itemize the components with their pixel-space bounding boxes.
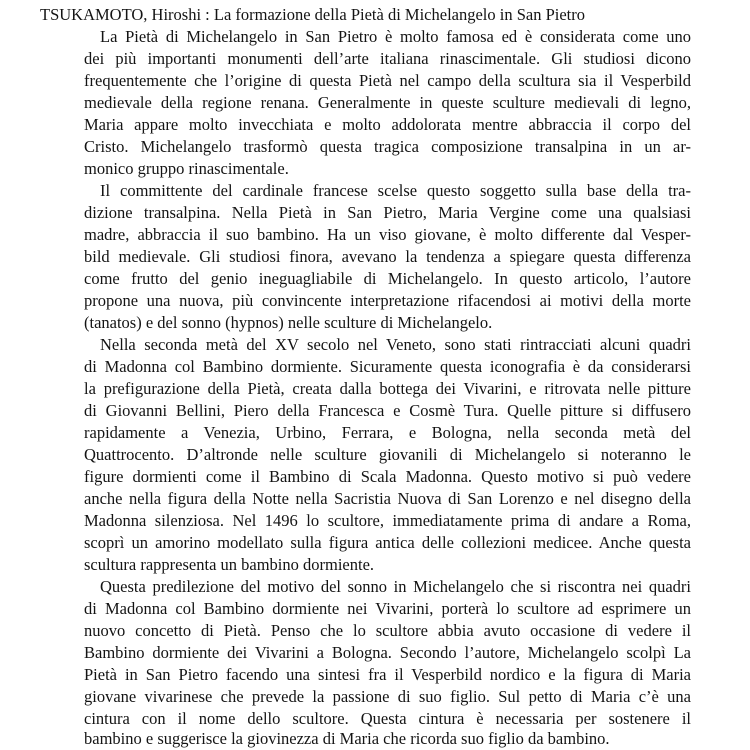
- paragraph-4-line: Bambino dormiente dei Vivarini a Bologna. Secondo l’autore, Michelangelo scolpì La: [84, 643, 691, 662]
- paragraph-4-line: di Madonna col Bambino dormiente nei Vivarini, porterà lo scultore ad esprimere un: [84, 599, 691, 618]
- paragraph-1-line: frequentemente che l’origine di questa Pietà nel campo della scultura sia il Vesperbild: [84, 71, 691, 90]
- paragraph-3-line: Quattrocento. D’altronde nelle sculture giovanili di Michelangelo si noteranno le: [84, 445, 691, 464]
- paragraph-1-line: Cristo. Michelangelo trasformò questa tragica composizione transalpina in un ar-: [84, 137, 691, 156]
- paragraph-2-line: madre, abbraccia il suo bambino. Ha un viso giovane, è molto differente dal Vesper-: [84, 225, 691, 244]
- paragraph-3-line: scoprì un amorino modellato sulla figura antica delle collezioni medicee. Anche questa: [84, 533, 691, 552]
- paragraph-1-line: La Pietà di Michelangelo in San Pietro è molto famosa ed è considerata come uno: [100, 27, 691, 46]
- paragraph-3-line: figure dormienti come il Bambino di Scala Madonna. Questo motivo si può vedere: [84, 467, 691, 486]
- article-title: TSUKAMOTO, Hiroshi : La formazione della Pietà di Michelangelo in San Pietro: [40, 5, 586, 24]
- paragraph-1-line: dei più importanti monumenti dell’arte italiana rinascimentale. Gli studiosi dicono: [84, 49, 691, 68]
- paragraph-3-line: Nella seconda metà del XV secolo nel Veneto, sono stati rintracciati alcuni quadri: [100, 335, 691, 354]
- paragraph-2-line: dizione transalpina. Nella Pietà in San Pietro, Maria Vergine come una qualsiasi: [84, 203, 691, 222]
- paragraph-3-line: di Giovanni Bellini, Piero della Francesca e Cosmè Tura. Quelle pitture si diffusero: [84, 401, 691, 420]
- paragraph-3-line: scultura rappresenta un bambino dormiente.: [84, 555, 375, 574]
- paragraph-2-line: come frutto del genio ineguagliabile di Michelangelo. In questo articolo, l’autore: [84, 269, 691, 288]
- paragraph-1-line: Maria appare molto invecchiata e molto addolorata mentre abbraccia il corpo del: [84, 115, 691, 134]
- paragraph-4-line: Pietà in San Pietro facendo una sintesi fra il Vesperbild nordico e la figura di Maria: [84, 665, 691, 684]
- paragraph-1-line: monico gruppo rinascimentale.: [84, 159, 289, 178]
- paragraph-3-line: rapidamente a Venezia, Urbino, Ferrara, e Bologna, nella seconda metà del: [84, 423, 691, 442]
- paragraph-4-line: bambino e suggerisce la giovinezza di Maria che ricorda suo figlio da bambino.: [84, 729, 610, 748]
- paragraph-2-line: propone una nuova, più convincente interpretazione rifacendosi ai motivi della morte: [84, 291, 691, 310]
- paragraph-3-line: Madonna silenziosa. Nel 1496 lo scultore, immediatamente prima di andare a Roma,: [84, 511, 691, 530]
- paragraph-3-line: di Madonna col Bambino dormiente. Sicuramente questa iconografia è da considerarsi: [84, 357, 691, 376]
- paragraph-1-line: medievale della regione renana. Generalmente in queste sculture medievali di legno,: [84, 93, 691, 112]
- paragraph-2-line: (tanatos) e del sonno (hypnos) nelle sculture di Michelangelo.: [84, 313, 493, 332]
- paragraph-2-line: bild medievale. Gli studiosi finora, avevano la tendenza a spiegare questa differenza: [84, 247, 691, 266]
- paragraph-4-line: cintura con il nome dello scultore. Questa cintura è necessaria per sostenere il: [84, 709, 691, 728]
- paragraph-4-line: nuovo concetto di Pietà. Penso che lo scultore abbia avuto occasione di vedere il: [84, 621, 691, 640]
- paragraph-4-line: Questa predilezione del motivo del sonno in Michelangelo che si riscontra nei quadri: [100, 577, 691, 596]
- paragraph-2-line: Il committente del cardinale francese scelse questo soggetto sulla base della tra-: [100, 181, 691, 200]
- paragraph-3-line: la prefigurazione della Pietà, creata dalla bottega dei Vivarini, e ritrovata nelle pitture: [84, 379, 691, 398]
- paragraph-4-line: giovane vivarinese che prevede la passione di suo figlio. Sul petto di Maria c’è una: [84, 687, 691, 706]
- paragraph-3-line: anche nella figura della Notte nella Sacristia Nuova di San Lorenzo e nel disegno della: [84, 489, 691, 508]
